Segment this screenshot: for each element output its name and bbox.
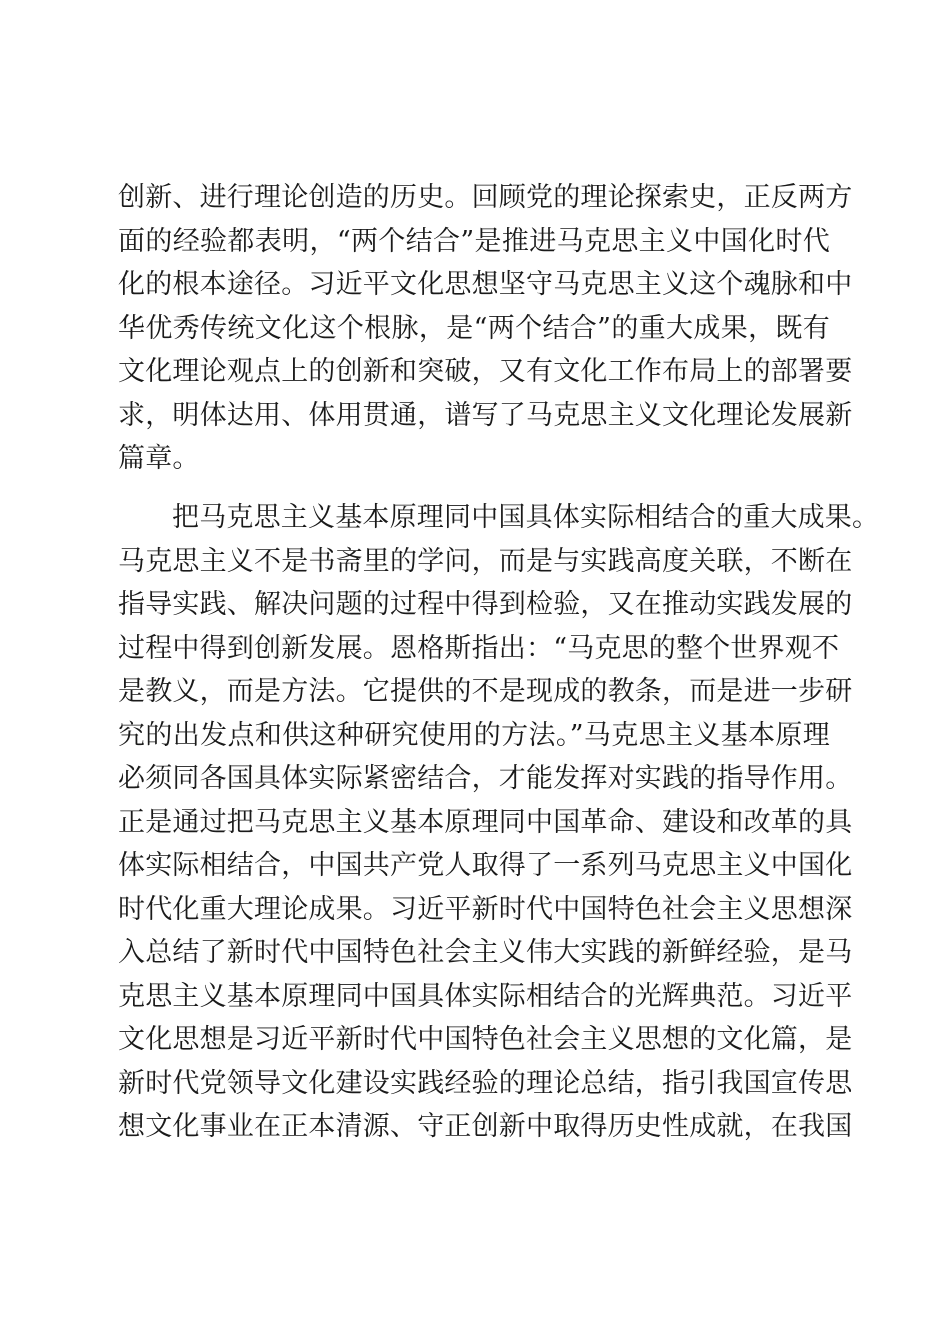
paragraph-2-line: 必须同各国具体实际紧密结合，才能发挥对实践的指导作用。: [118, 763, 853, 794]
paragraph-2-line: 指导实践、解决问题的过程中得到检验，又在推动实践发展的: [118, 589, 853, 620]
paragraph-1-line: 求，明体达用、体用贯通，谱写了马克思主义文化理论发展新: [118, 399, 853, 431]
paragraph-1-line: 文化理论观点上的创新和突破，又有文化工作布局上的部署要: [118, 356, 853, 387]
paragraph-2-line: 究的出发点和供这种研究使用的方法。”马克思主义基本原理: [118, 719, 830, 751]
paragraph-2-line: 想文化事业在正本清源、守正创新中取得历史性成就，在我国: [118, 1111, 853, 1142]
paragraph-1-line: 化的根本途径。习近平文化思想坚守马克思主义这个魂脉和中: [118, 269, 853, 300]
paragraph-2: [118, 496, 880, 1149]
paragraph-2-line: 文化思想是习近平新时代中国特色社会主义思想的文化篇，是: [118, 1024, 853, 1055]
paragraph-1-line: 创新、进行理论创造的历史。回顾党的理论探索史，正反两方: [118, 182, 853, 213]
paragraph-1-line: 篇章。: [118, 443, 200, 474]
paragraph-2-line: 体实际相结合，中国共产党人取得了一系列马克思主义中国化: [118, 850, 853, 881]
paragraph-2-line: 克思主义基本原理同中国具体实际相结合的光辉典范。习近平: [118, 980, 853, 1012]
paragraph-2-line: 是教义，而是方法。它提供的不是现成的教条，而是进一步研: [118, 676, 853, 707]
paragraph-2-line: 正是通过把马克思主义基本原理同中国革命、建设和改革的具: [118, 806, 853, 838]
paragraph-1-line: 华优秀传统文化这个根脉，是“两个结合”的重大成果，既有: [118, 312, 830, 344]
paragraph-2-line: 时代化重大理论成果。习近平新时代中国特色社会主义思想深: [118, 893, 853, 925]
paragraph-2-line: 过程中得到创新发展。恩格斯指出：“马克思的整个世界观不: [118, 632, 840, 664]
paragraph-1-line: 面的经验都表明，“两个结合”是推进马克思主义中国化时代: [118, 225, 830, 257]
paragraph-1: [118, 176, 853, 481]
paragraph-2-line: 把马克思主义基本原理同中国具体实际相结合的重大成果。: [172, 502, 880, 533]
paragraph-2-line: 马克思主义不是书斋里的学问，而是与实践高度关联，不断在: [118, 545, 853, 577]
paragraph-2-line: 新时代党领导文化建设实践经验的理论总结，指引我国宣传思: [118, 1067, 853, 1099]
paragraph-2-line: 入总结了新时代中国特色社会主义伟大实践的新鲜经验，是马: [118, 937, 853, 968]
